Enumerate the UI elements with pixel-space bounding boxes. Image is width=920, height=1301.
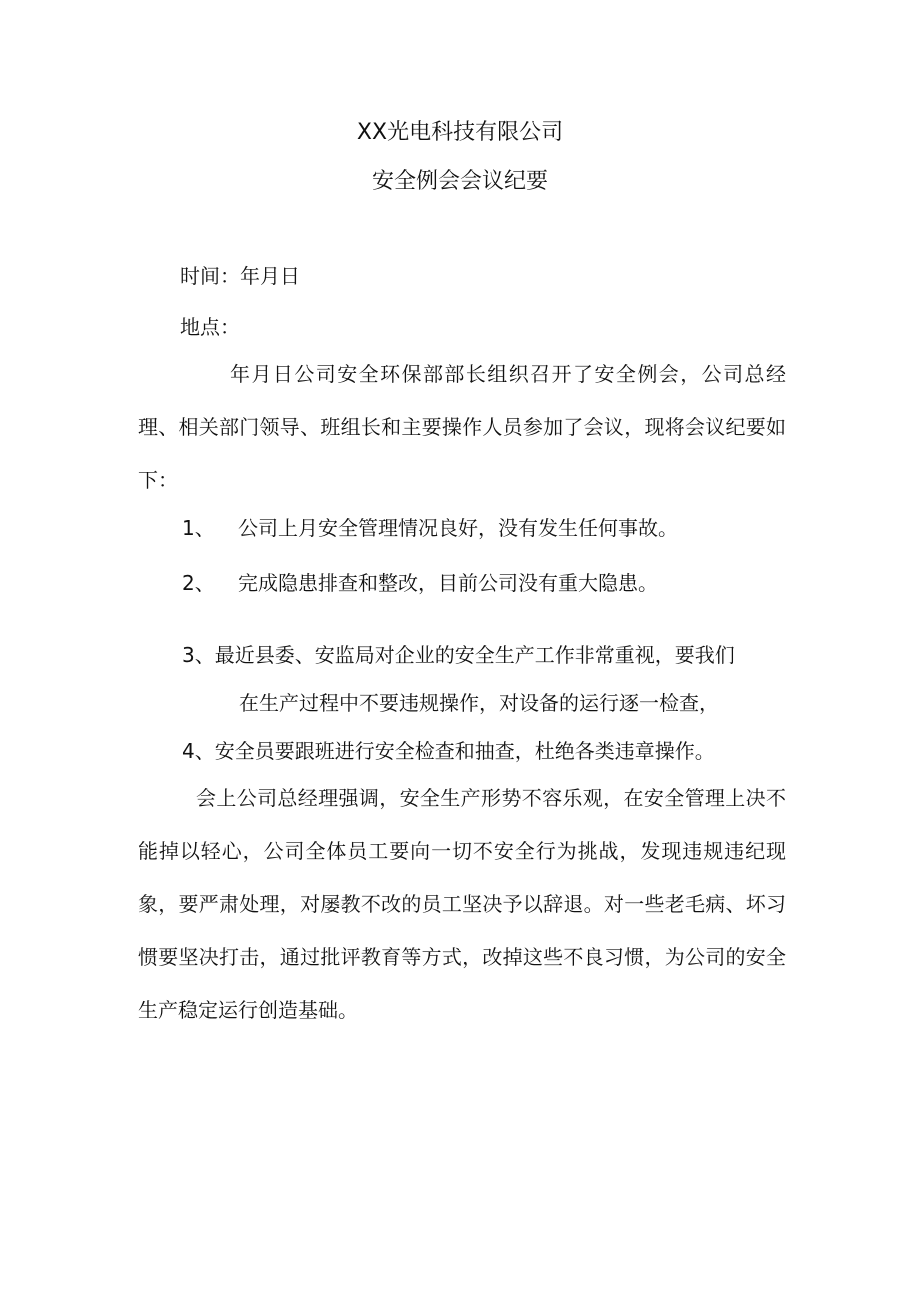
intro-paragraph: 年月日公司安全环保部部长组织召开了安全例会，公司总经理、相关部门领导、班组长和主要操作人员参加了会议，现将会议纪要如下：	[138, 362, 786, 492]
time-line: 时间：年月日	[180, 264, 300, 288]
list-item-3-line-1: 3、最近县委、安监局对企业的安全生产工作非常重视，要我们	[182, 643, 735, 667]
company-title: XX光电科技有限公司	[356, 120, 564, 145]
list-item-4: 4、安全员要跟班进行安全检查和抽查，杜绝各类违章操作。	[182, 739, 715, 763]
list-item-1	[182, 514, 678, 542]
list-item-1-text: 公司上月安全管理情况良好，没有发生任何事故。	[238, 516, 678, 540]
list-item-2	[182, 569, 658, 597]
list-item-3-line-2: 在生产过程中不要违规操作，对设备的运行逐一检查，	[239, 691, 719, 715]
closing-paragraph: 会上公司总经理强调，安全生产形势不容乐观，在安全管理上决不能掉以轻心，公司全体员工要向一切不安全行为挑战，发现违规违纪现象，要严肃处理，对屡教不改的员工坚决予以辞退。对一些老毛病、坏习惯要坚决打击，通过批评教育等方式，改掉这些不良习惯，为公司的安全生产稳定运行创造基础。	[138, 786, 786, 1022]
list-item-1-number: 1、	[182, 516, 215, 540]
list-item-2-text: 完成隐患排查和整改，目前公司没有重大隐患。	[238, 571, 658, 595]
place-line: 地点：	[180, 315, 240, 339]
meeting-title: 安全例会会议纪要	[371, 169, 548, 194]
list-item-2-number: 2、	[182, 571, 215, 595]
